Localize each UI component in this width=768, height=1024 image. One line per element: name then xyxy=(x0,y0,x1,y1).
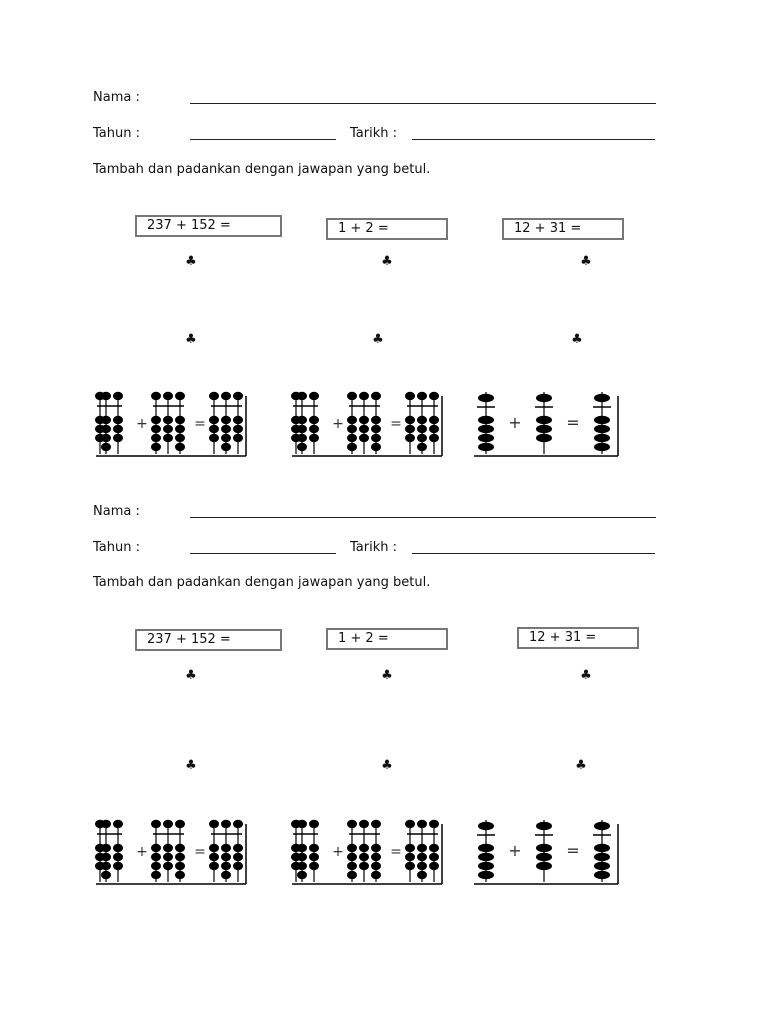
abacus-bead xyxy=(209,392,219,400)
match-dot[interactable]: ♣ xyxy=(580,668,592,683)
abacus-bead xyxy=(297,392,307,400)
abacus-bead xyxy=(417,820,427,828)
abacus-bead xyxy=(221,871,231,879)
abacus-bead xyxy=(113,853,123,861)
abacus-bead xyxy=(209,820,219,828)
name-label: Nama : xyxy=(93,90,140,105)
abacus-operator: = xyxy=(390,844,402,860)
abacus-bead xyxy=(233,820,243,828)
abacus-bead xyxy=(405,853,415,861)
year-field[interactable] xyxy=(190,553,336,554)
abacus-bead xyxy=(405,862,415,870)
name-field[interactable] xyxy=(190,103,656,104)
abacus-bead xyxy=(151,871,161,879)
abacus-bead xyxy=(478,844,494,852)
abacus-bead xyxy=(163,392,173,400)
abacus-bead xyxy=(594,822,610,830)
abacus-operator: = xyxy=(566,413,580,432)
abacus-equation-1 xyxy=(94,816,250,886)
date-field[interactable] xyxy=(412,139,655,140)
abacus-bead xyxy=(478,394,494,402)
instruction-text: Tambah dan padankan dengan jawapan yang betul. xyxy=(93,162,431,177)
abacus-bead xyxy=(347,392,357,400)
abacus-bead xyxy=(151,862,161,870)
abacus-bead xyxy=(151,392,161,400)
abacus-bead xyxy=(478,862,494,870)
abacus-bead xyxy=(233,862,243,870)
abacus-bead xyxy=(417,862,427,870)
abacus-bead xyxy=(417,853,427,861)
year-label: Tahun : xyxy=(93,540,140,555)
question-box-2: 1 + 2 = xyxy=(326,628,448,650)
abacus-bead xyxy=(163,853,173,861)
abacus-operator: + xyxy=(508,413,522,432)
question-box-3: 12 + 31 = xyxy=(502,218,624,240)
abacus-bead xyxy=(101,871,111,879)
abacus-bead xyxy=(163,862,173,870)
abacus-bead xyxy=(297,862,307,870)
question-box-2: 1 + 2 = xyxy=(326,218,448,240)
abacus-bead xyxy=(175,862,185,870)
abacus-bead xyxy=(429,853,439,861)
abacus-bead xyxy=(175,853,185,861)
match-dot[interactable]: ♣ xyxy=(185,254,197,269)
abacus-bead xyxy=(536,862,552,870)
instruction-text: Tambah dan padankan dengan jawapan yang betul. xyxy=(93,575,431,590)
match-dot[interactable]: ♣ xyxy=(381,758,393,773)
abacus-bead xyxy=(359,820,369,828)
name-field[interactable] xyxy=(190,517,656,518)
match-dot[interactable]: ♣ xyxy=(185,332,197,347)
abacus-bead xyxy=(309,853,319,861)
abacus-bead xyxy=(429,844,439,852)
abacus-bead xyxy=(101,844,111,852)
abacus-bead xyxy=(101,862,111,870)
abacus-bead xyxy=(309,862,319,870)
abacus-operator: + xyxy=(332,416,344,432)
abacus-bead xyxy=(209,844,219,852)
abacus-bead xyxy=(429,862,439,870)
abacus-operator: = xyxy=(194,416,206,432)
abacus-bead xyxy=(151,844,161,852)
abacus-bead xyxy=(594,844,610,852)
abacus-bead xyxy=(347,862,357,870)
abacus-bead xyxy=(297,871,307,879)
abacus-bead xyxy=(371,820,381,828)
abacus-bead xyxy=(297,820,307,828)
date-label: Tarikh : xyxy=(350,126,397,141)
abacus-bead xyxy=(417,871,427,879)
abacus-bead xyxy=(359,853,369,861)
abacus-equation-2 xyxy=(290,816,446,886)
question-box-1: 237 + 152 = xyxy=(135,629,282,651)
abacus-bead xyxy=(359,844,369,852)
abacus-bead xyxy=(347,820,357,828)
abacus-bead xyxy=(309,844,319,852)
abacus-bead xyxy=(163,820,173,828)
date-field[interactable] xyxy=(412,553,655,554)
abacus-bead xyxy=(309,820,319,828)
match-dot[interactable]: ♣ xyxy=(381,668,393,683)
abacus-operator: = xyxy=(194,844,206,860)
abacus-bead xyxy=(536,822,552,830)
abacus-bead xyxy=(417,392,427,400)
abacus-bead xyxy=(101,820,111,828)
abacus-bead xyxy=(113,862,123,870)
abacus-bead xyxy=(151,820,161,828)
abacus-bead xyxy=(594,853,610,861)
abacus-bead xyxy=(594,862,610,870)
abacus-operator: + xyxy=(508,841,522,860)
abacus-operator: + xyxy=(332,844,344,860)
abacus-bead xyxy=(594,871,610,879)
abacus-bead xyxy=(429,392,439,400)
abacus-bead xyxy=(221,862,231,870)
abacus-bead xyxy=(233,844,243,852)
abacus-bead xyxy=(101,853,111,861)
abacus-operator: = xyxy=(566,841,580,860)
match-dot[interactable]: ♣ xyxy=(372,332,384,347)
abacus-bead xyxy=(209,853,219,861)
abacus-bead xyxy=(347,871,357,879)
abacus-bead xyxy=(175,844,185,852)
name-label: Nama : xyxy=(93,504,140,519)
abacus-bead xyxy=(405,844,415,852)
year-field[interactable] xyxy=(190,139,336,140)
match-dot[interactable]: ♣ xyxy=(185,668,197,683)
abacus-bead xyxy=(478,871,494,879)
abacus-bead xyxy=(536,844,552,852)
abacus-bead xyxy=(359,862,369,870)
question-box-1: 237 + 152 = xyxy=(135,215,282,237)
abacus-bead xyxy=(233,853,243,861)
abacus-bead xyxy=(417,844,427,852)
abacus-bead xyxy=(405,820,415,828)
abacus-bead xyxy=(371,871,381,879)
abacus-bead xyxy=(594,394,610,402)
abacus-bead xyxy=(478,822,494,830)
abacus-bead xyxy=(309,392,319,400)
abacus-bead xyxy=(175,820,185,828)
abacus-bead xyxy=(371,392,381,400)
match-dot[interactable]: ♣ xyxy=(381,254,393,269)
abacus-bead xyxy=(101,392,111,400)
abacus-bead xyxy=(175,392,185,400)
abacus-bead xyxy=(359,392,369,400)
abacus-bead xyxy=(113,392,123,400)
match-dot[interactable]: ♣ xyxy=(571,332,583,347)
abacus-equation-3 xyxy=(472,818,622,888)
abacus-bead xyxy=(347,844,357,852)
abacus-bead xyxy=(151,853,161,861)
abacus-bead xyxy=(233,392,243,400)
abacus-bead xyxy=(221,820,231,828)
worksheet-1 xyxy=(0,0,768,432)
abacus-bead xyxy=(297,853,307,861)
abacus-operator: + xyxy=(136,844,148,860)
abacus-bead xyxy=(371,862,381,870)
year-label: Tahun : xyxy=(93,126,140,141)
abacus-bead xyxy=(221,853,231,861)
match-dot[interactable]: ♣ xyxy=(580,254,592,269)
date-label: Tarikh : xyxy=(350,540,397,555)
abacus-bead xyxy=(113,844,123,852)
abacus-bead xyxy=(221,392,231,400)
abacus-bead xyxy=(221,844,231,852)
abacus-bead xyxy=(536,394,552,402)
abacus-bead xyxy=(405,392,415,400)
abacus-bead xyxy=(297,844,307,852)
abacus-bead xyxy=(371,853,381,861)
abacus-operator: = xyxy=(390,416,402,432)
abacus-bead xyxy=(347,853,357,861)
abacus-bead xyxy=(163,844,173,852)
abacus-bead xyxy=(536,853,552,861)
abacus-bead xyxy=(429,820,439,828)
abacus-bead xyxy=(175,871,185,879)
abacus-bead xyxy=(478,853,494,861)
match-dot[interactable]: ♣ xyxy=(575,758,587,773)
question-box-3: 12 + 31 = xyxy=(517,627,639,649)
abacus-bead xyxy=(371,844,381,852)
abacus-operator: + xyxy=(136,416,148,432)
match-dot[interactable]: ♣ xyxy=(185,758,197,773)
worksheet-2 xyxy=(0,414,768,860)
abacus-bead xyxy=(113,820,123,828)
abacus-bead xyxy=(209,862,219,870)
